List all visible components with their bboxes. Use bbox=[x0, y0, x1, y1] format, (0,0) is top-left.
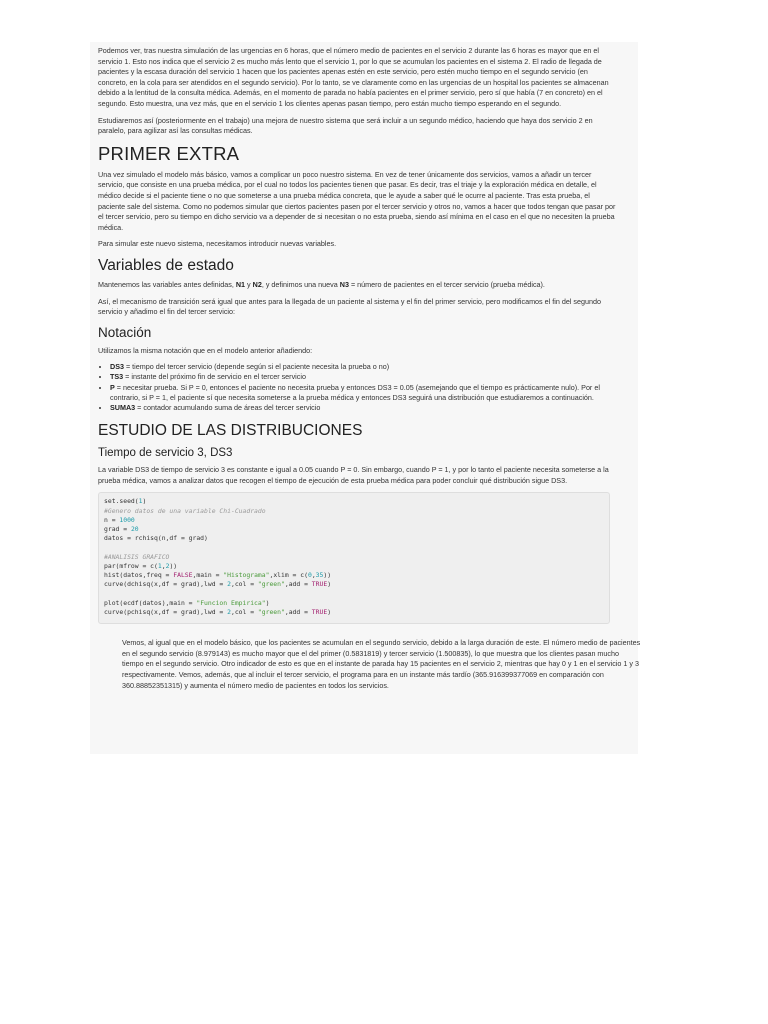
code-line: par(mfrow = c(1,2)) bbox=[104, 561, 178, 570]
code-line: hist(datos,freq = FALSE,main = "Histograma",xlim = c(0,35)) bbox=[104, 571, 332, 580]
code-line: datos = rchisq(n,df = grad) bbox=[104, 534, 208, 543]
heading-estudio-distribuciones: ESTUDIO DE LAS DISTRIBUCIONES bbox=[98, 422, 363, 440]
heading-notacion: Notación bbox=[98, 324, 152, 340]
var-n2: N2 bbox=[252, 279, 262, 289]
variables-text-c: = número de pacientes en el tercer servicio (prueba médica). bbox=[348, 279, 545, 289]
estudio-paragraph: La variable DS3 de tiempo de servicio 3 es constante e igual a 0.05 cuando P = 0. Sin embargo, cuando P = 1, y por lo tanto el paciente necesita someterse a la prueba médica, vamos a analizar datos que recogen el tiempo de ejecución de esta prueba médica para poder concluir qué distribución sigue DS3. bbox=[98, 465, 609, 485]
var-n3: N3 bbox=[339, 279, 349, 289]
term-desc: = necesitar prueba. Si P = 0, entonces el paciente no necesita prueba y entonces DS3 = 0.05 (asemejando que el tiempo es prácticamente nulo). Por el contrario, si P = 1, el paciente sí que necesita someterse a la prueba médica y entonces DS3 seguirá una distribución que estudiaremos a continuación. bbox=[110, 382, 600, 402]
term-desc: = tiempo del tercer servicio (depende según si el paciente necesita la prueba o no) bbox=[123, 362, 390, 372]
code-comment: #ANALISIS GRAFICO bbox=[104, 552, 170, 561]
code-block[interactable] bbox=[98, 492, 610, 624]
code-line: curve(dchisq(x,df = grad),lwd = 2,col = "green",add = TRUE) bbox=[104, 580, 332, 589]
term-desc: = contador acumulando suma de áreas del tercer servicio bbox=[135, 403, 321, 413]
var-n1: N1 bbox=[235, 279, 246, 289]
variables-text-a: Mantenemos las variables antes definidas, bbox=[98, 279, 236, 289]
intro-paragraph-2: Estudiaremos así (posteriormente en el trabajo) una mejora de nuestro sistema que será incluir a un segundo médico, haciendo que haya dos servicio 2 en paralelo, para agilizar así las consultas médicas. bbox=[98, 115, 593, 136]
term-ds3: DS3 bbox=[110, 362, 124, 372]
conclusion-paragraph: Vemos, al igual que en el modelo básico, que los pacientes se acumulan en el segundo servicio, debido a la larga duración de este. El número medio de pacientes en el segundo servicio (8.979143) es mucho mayor que el del primer (0.5831819) y tercer servicio (1.500835), lo que muestra que los clientes pasan mucho tiempo en el segundo servicio. Otro indicador de esto es que en el instante de parada hay 15 pacientes en el servicio 2, mientras que hay 0 y 1 en el servicio 1 y 3 respectivamente. Vemos, además, que al incluir el tercer servicio, el programa para en un instante más tardío (365.916399377069 en comparación con 360.88852351315) y aumenta el número medio de pacientes en todos los servicios. bbox=[122, 638, 641, 690]
variables-text-b: , y definimos una nueva bbox=[261, 279, 340, 289]
list-item bbox=[110, 362, 616, 372]
list-item bbox=[110, 403, 616, 413]
code-line: n = 1000 bbox=[104, 515, 135, 524]
term-p: P bbox=[110, 382, 115, 392]
heading-tiempo-servicio-3: Tiempo de servicio 3, DS3 bbox=[98, 447, 233, 460]
term-ts3: TS3 bbox=[110, 372, 124, 382]
variables-text-y: y bbox=[245, 279, 253, 289]
code-line: curve(pchisq(x,df = grad),lwd = 2,col = "green",add = TRUE) bbox=[104, 607, 332, 616]
document-content bbox=[98, 46, 641, 697]
intro-paragraph-1: Podemos ver, tras nuestra simulación de las urgencias en 6 horas, que el número medio de pacientes en el servicio 2 durante las 6 horas es mayor que en el servicio 1. Esto nos indica que el servicio 2 es mucho más lento que el servicio 1, por lo que se acumulan los pacientes en el sistema 2. El radio de llegada de pacientes y la escasa duración del servicio 1 hacen que los pacientes apenas estén en este servicio, pero estén mucho tiempo en el segundo servicio (en concreto, en la cola para ser atendidos en el segundo servicio). Por lo tanto, se ve claramente como en las urgencias de un hospital los pacientes se almacenan debido a la lentitud de la consulta médica. Además, en el momento de parada no había pacientes en el primer servicio, pero sí que había (7 en concreto) en el segundo. Esto muestra, una vez más, que en el servicio 1 los clientes apenas pasan tiempo, pero están mucho tiempo esperando en el segundo. bbox=[98, 46, 609, 108]
code-line: grad = 20 bbox=[104, 525, 139, 534]
code-line: plot(ecdf(datos),main = "Funcion Empirica") bbox=[104, 598, 270, 607]
notacion-list bbox=[98, 362, 616, 413]
heading-variables-de-estado: Variables de estado bbox=[98, 256, 234, 274]
notacion-intro: Utilizamos la misma notación que en el modelo anterior añadiendo: bbox=[98, 345, 313, 355]
term-desc: = instante del próximo fin de servicio en el tercer servicio bbox=[123, 372, 306, 382]
extra-paragraph-2: Para simular este nuevo sistema, necesitamos introducir nuevas variables. bbox=[98, 239, 337, 249]
code-comment: #Genero datos de una variable Chi-Cuadrado bbox=[104, 506, 266, 515]
document-page bbox=[90, 42, 641, 754]
term-suma3: SUMA3 bbox=[110, 403, 136, 413]
list-item bbox=[110, 372, 616, 382]
code-line: set.seed(1) bbox=[104, 497, 147, 506]
heading-primer-extra: PRIMER EXTRA bbox=[98, 142, 240, 164]
variables-paragraph-2: Así, el mecanismo de transición será igual que antes para la llegada de un paciente al sistema y el fin del primer servicio, pero modificamos el fin del segundo servicio y añadimo el fin del tercer servicio: bbox=[98, 296, 601, 317]
variables-paragraph-1 bbox=[98, 280, 616, 291]
list-item bbox=[110, 383, 616, 403]
extra-paragraph-1: Una vez simulado el modelo más básico, vamos a complicar un poco nuestro sistema. En vez de tener únicamente dos servicios, vamos a añadir un tercer servicio, que consiste en una prueba médica, por el cual no todos los pacientes tienen que pasar. Es decir, tras el triaje y la exploración médica en detalle, el médico decide si el paciente tiene o no que someterse a una prueba médica concreta, que le ayude a saber qué le ocurre al paciente. Tras esta prueba, el paciente sale del sistema. Como no podemos simular que ciertos pacientes pasen por el tercer servicio y otros no, vamos a hacer que todos tengan que pasar por el tercer servicio, pero su tiempo en dicho servicio va a depender de si necesitan o no esta prueba, siendo así mínima en el caso en el que no necesiten la prueba médica. bbox=[98, 169, 616, 232]
